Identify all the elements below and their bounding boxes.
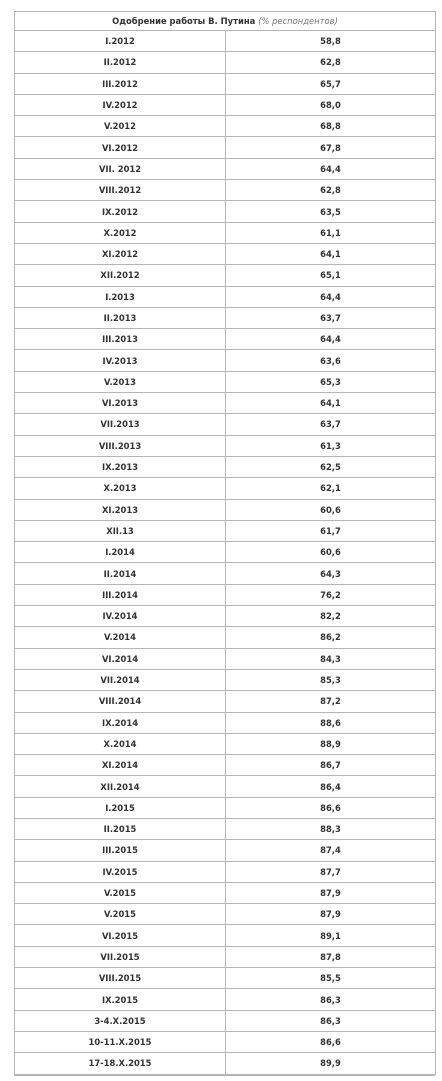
table-row (15, 1053, 436, 1074)
value-cell: 63,7 (226, 414, 436, 435)
value-cell: 89,9 (226, 1053, 436, 1074)
period-cell: XI.2012 (15, 243, 226, 264)
table-row (15, 542, 436, 563)
value-cell: 68,0 (226, 94, 436, 115)
period-cell: VIII.2012 (15, 180, 226, 201)
value-cell: 76,2 (226, 584, 436, 605)
value-cell: 60,6 (226, 499, 436, 520)
period-cell: VI.2013 (15, 393, 226, 414)
value-cell: 82,2 (226, 606, 436, 627)
table-row (15, 669, 436, 690)
period-cell: 3-4.X.2015 (15, 1010, 226, 1031)
table-row (15, 606, 436, 627)
table-row (15, 691, 436, 712)
value-cell: 88,9 (226, 733, 436, 754)
period-cell: XI.2013 (15, 499, 226, 520)
value-cell: 62,8 (226, 180, 436, 201)
value-cell: 87,2 (226, 691, 436, 712)
table-row (15, 243, 436, 264)
table-row (15, 755, 436, 776)
value-cell: 63,6 (226, 350, 436, 371)
value-cell: 62,1 (226, 478, 436, 499)
table-row (15, 520, 436, 541)
table-row (15, 904, 436, 925)
period-cell: VIII.2015 (15, 968, 226, 989)
period-cell: I.2015 (15, 797, 226, 818)
period-cell: XI.2014 (15, 755, 226, 776)
value-cell: 64,4 (226, 286, 436, 307)
table-subtitle: (% респондентов) (258, 16, 338, 26)
period-cell: IX.2012 (15, 201, 226, 222)
table-footer-edge (14, 1075, 435, 1081)
period-cell: IX.2015 (15, 989, 226, 1010)
value-cell: 64,4 (226, 158, 436, 179)
value-cell: 62,8 (226, 52, 436, 73)
table-row (15, 925, 436, 946)
period-cell: XII.2012 (15, 265, 226, 286)
value-cell: 87,9 (226, 904, 436, 925)
period-cell: VI.2015 (15, 925, 226, 946)
period-cell: VIII.2014 (15, 691, 226, 712)
period-cell: VII. 2012 (15, 158, 226, 179)
table-row (15, 158, 436, 179)
table-row (15, 648, 436, 669)
period-cell: IX.2014 (15, 712, 226, 733)
value-cell: 86,2 (226, 627, 436, 648)
table-row (15, 861, 436, 882)
value-cell: 64,3 (226, 563, 436, 584)
period-cell: III.2014 (15, 584, 226, 605)
period-cell: V.2015 (15, 904, 226, 925)
value-cell: 88,3 (226, 818, 436, 839)
period-cell: VII.2013 (15, 414, 226, 435)
table-title: Одобрение работы В. Путина (112, 16, 256, 26)
value-cell: 60,6 (226, 542, 436, 563)
period-cell: V.2014 (15, 627, 226, 648)
period-cell: XII.2014 (15, 776, 226, 797)
period-cell: IV.2012 (15, 94, 226, 115)
table-row (15, 797, 436, 818)
table-row (15, 73, 436, 94)
table-row (15, 882, 436, 903)
value-cell: 64,1 (226, 393, 436, 414)
period-cell: I.2014 (15, 542, 226, 563)
table-row (15, 1010, 436, 1031)
period-cell: V.2015 (15, 882, 226, 903)
table-row (15, 712, 436, 733)
table-row (15, 946, 436, 967)
period-cell: 17-18.X.2015 (15, 1053, 226, 1074)
table-row (15, 414, 436, 435)
table-header-row (15, 12, 436, 31)
period-cell: VIII.2013 (15, 435, 226, 456)
table-row (15, 627, 436, 648)
value-cell: 64,1 (226, 243, 436, 264)
value-cell: 85,3 (226, 669, 436, 690)
period-cell: II.2014 (15, 563, 226, 584)
table-row (15, 201, 436, 222)
value-cell: 62,5 (226, 456, 436, 477)
value-cell: 87,9 (226, 882, 436, 903)
value-cell: 67,8 (226, 137, 436, 158)
period-cell: X.2014 (15, 733, 226, 754)
value-cell: 65,1 (226, 265, 436, 286)
value-cell: 63,5 (226, 201, 436, 222)
table-row (15, 350, 436, 371)
period-cell: I.2013 (15, 286, 226, 307)
period-cell: X.2013 (15, 478, 226, 499)
value-cell: 89,1 (226, 925, 436, 946)
table-row (15, 478, 436, 499)
table-row (15, 31, 436, 52)
value-cell: 68,8 (226, 116, 436, 137)
table-row (15, 776, 436, 797)
value-cell: 61,1 (226, 222, 436, 243)
period-cell: VII.2014 (15, 669, 226, 690)
table-row (15, 393, 436, 414)
table-row (15, 840, 436, 861)
period-cell: III.2012 (15, 73, 226, 94)
table-row (15, 456, 436, 477)
period-cell: I.2012 (15, 31, 226, 52)
table-row (15, 52, 436, 73)
table-row (15, 968, 436, 989)
value-cell: 61,3 (226, 435, 436, 456)
table-row (15, 116, 436, 137)
period-cell: II.2013 (15, 307, 226, 328)
value-cell: 88,6 (226, 712, 436, 733)
table-row (15, 733, 436, 754)
value-cell: 58,8 (226, 31, 436, 52)
period-cell: V.2013 (15, 371, 226, 392)
value-cell: 87,7 (226, 861, 436, 882)
period-cell: IX.2013 (15, 456, 226, 477)
period-cell: XII.13 (15, 520, 226, 541)
period-cell: V.2012 (15, 116, 226, 137)
value-cell: 61,7 (226, 520, 436, 541)
table-row (15, 137, 436, 158)
value-cell: 86,3 (226, 1010, 436, 1031)
value-cell: 65,7 (226, 73, 436, 94)
approval-table (14, 11, 436, 1075)
period-cell: 10-11.X.2015 (15, 1031, 226, 1052)
table-row (15, 180, 436, 201)
table-header-cell (15, 12, 436, 31)
table-row (15, 371, 436, 392)
table-row (15, 499, 436, 520)
period-cell: II.2012 (15, 52, 226, 73)
period-cell: IV.2013 (15, 350, 226, 371)
value-cell: 64,4 (226, 329, 436, 350)
table-row (15, 329, 436, 350)
period-cell: VI.2014 (15, 648, 226, 669)
value-cell: 86,3 (226, 989, 436, 1010)
value-cell: 87,4 (226, 840, 436, 861)
period-cell: II.2015 (15, 818, 226, 839)
table-row (15, 818, 436, 839)
table-row (15, 94, 436, 115)
table-row (15, 989, 436, 1010)
table-row (15, 435, 436, 456)
table-row (15, 222, 436, 243)
value-cell: 87,8 (226, 946, 436, 967)
value-cell: 63,7 (226, 307, 436, 328)
value-cell: 86,7 (226, 755, 436, 776)
period-cell: III.2013 (15, 329, 226, 350)
table-row (15, 584, 436, 605)
value-cell: 65,3 (226, 371, 436, 392)
period-cell: VII.2015 (15, 946, 226, 967)
period-cell: III.2015 (15, 840, 226, 861)
value-cell: 85,5 (226, 968, 436, 989)
table-row (15, 1031, 436, 1052)
table-body (15, 31, 436, 1075)
period-cell: IV.2015 (15, 861, 226, 882)
period-cell: IV.2014 (15, 606, 226, 627)
table-row (15, 286, 436, 307)
period-cell: VI.2012 (15, 137, 226, 158)
table-row (15, 265, 436, 286)
value-cell: 84,3 (226, 648, 436, 669)
value-cell: 86,4 (226, 776, 436, 797)
value-cell: 86,6 (226, 1031, 436, 1052)
value-cell: 86,6 (226, 797, 436, 818)
period-cell: X.2012 (15, 222, 226, 243)
table-row (15, 563, 436, 584)
table-row (15, 307, 436, 328)
